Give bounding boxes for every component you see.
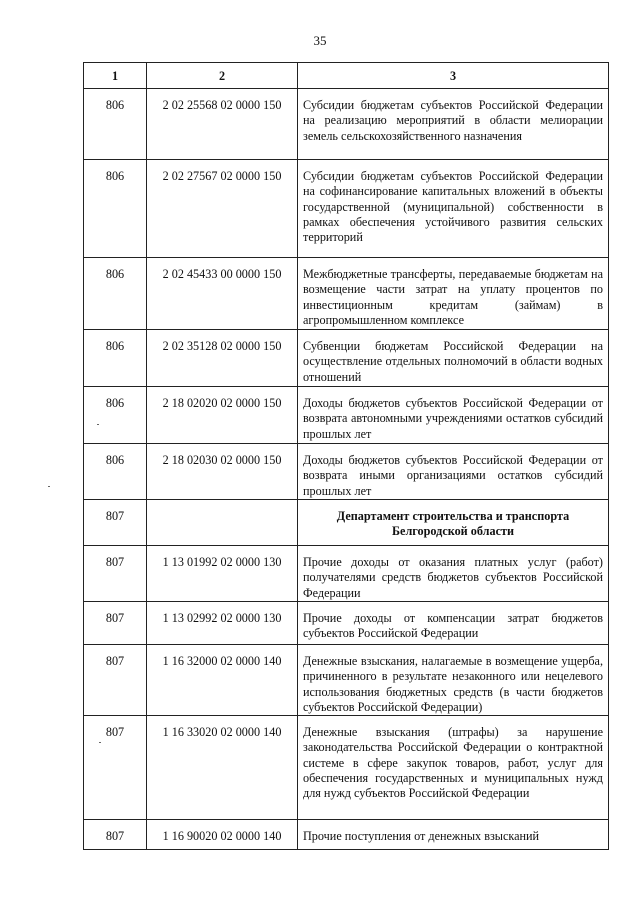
description-cell: Прочие доходы от оказания платных услуг (работ) получателями средств бюджетов субъектов Российской Федерации <box>298 546 609 602</box>
budget-code-cell: 1 16 33020 02 0000 140 <box>147 716 298 820</box>
header-col-3: 3 <box>298 63 609 89</box>
budget-code-cell: 1 13 02992 02 0000 130 <box>147 602 298 645</box>
budget-code-cell <box>147 500 298 546</box>
header-col-1: 1 <box>84 63 147 89</box>
table-row <box>84 330 609 387</box>
description-cell: Субсидии бюджетам субъектов Российской Федерации на софинансирование капитальных вложений в объекты государственной (муниципальной) собственности в рамках обеспечения устойчивого развития сельских территорий <box>298 160 609 258</box>
admin-code-cell: 807 <box>84 546 147 602</box>
description-cell: Доходы бюджетов субъектов Российской Федерации от возврата автономными учреждениями остатков субсидий прошлых лет <box>298 387 609 444</box>
budget-code-cell: 2 02 45433 00 0000 150 <box>147 258 298 330</box>
table-row <box>84 645 609 716</box>
budget-code-cell: 2 02 35128 02 0000 150 <box>147 330 298 387</box>
description-cell: Межбюджетные трансферты, передаваемые бюджетам на возмещение части затрат на уплату процентов по инвестиционным кредитам (займам) в агропромышленном комплексе <box>298 258 609 330</box>
budget-code-cell: 2 18 02030 02 0000 150 <box>147 444 298 500</box>
header-col-2: 2 <box>147 63 298 89</box>
admin-code-cell: 806 <box>84 89 147 160</box>
admin-code-cell: 807 <box>84 602 147 645</box>
description-cell: Субсидии бюджетам субъектов Российской Федерации на реализацию мероприятий в области мелиорации земель сельскохозяйственного назначения <box>298 89 609 160</box>
admin-code-cell: 806 <box>84 387 147 444</box>
table-row <box>84 258 609 330</box>
description-cell: Прочие доходы от компенсации затрат бюджетов субъектов Российской Федерации <box>298 602 609 645</box>
admin-code-cell: 807 <box>84 820 147 850</box>
table-row <box>84 160 609 258</box>
description-cell: Доходы бюджетов субъектов Российской Федерации от возврата иными организациями остатков субсидий прошлых лет <box>298 444 609 500</box>
admin-code-cell: 806 <box>84 444 147 500</box>
table-row <box>84 500 609 546</box>
department-heading-cell: Департамент строительства и транспорта Белгородской области <box>298 500 609 546</box>
budget-code-cell: 1 16 32000 02 0000 140 <box>147 645 298 716</box>
table-row <box>84 820 609 850</box>
table-row <box>84 716 609 820</box>
budget-code-cell: 1 13 01992 02 0000 130 <box>147 546 298 602</box>
admin-code-cell: 807 <box>84 500 147 546</box>
admin-code-cell: 807 <box>84 716 147 820</box>
budget-code-cell: 2 18 02020 02 0000 150 <box>147 387 298 444</box>
admin-code-cell: 806 <box>84 160 147 258</box>
description-cell: Субвенции бюджетам Российской Федерации на осуществление отдельных полномочий в области водных отношений <box>298 330 609 387</box>
description-cell: Денежные взыскания, налагаемые в возмещение ущерба, причиненного в результате незаконного или нецелевого использования бюджетных средств (в части бюджетов субъектов Российской Федерации) <box>298 645 609 716</box>
budget-code-cell: 2 02 25568 02 0000 150 <box>147 89 298 160</box>
admin-code-cell: 807 <box>84 645 147 716</box>
budget-code-cell: 2 02 27567 02 0000 150 <box>147 160 298 258</box>
admin-code-cell: 806 <box>84 258 147 330</box>
table-row <box>84 89 609 160</box>
table-row <box>84 602 609 645</box>
admin-code-cell: 806 <box>84 330 147 387</box>
description-cell: Денежные взыскания (штрафы) за нарушение законодательства Российской Федерации о контрактной системе в сфере закупок товаров, работ, услуг для обеспечения государственных и муниципальных нужд для нужд субъектов Российской Федерации <box>298 716 609 820</box>
budget-codes-table <box>83 62 609 850</box>
header-row <box>84 63 609 89</box>
description-cell: Прочие поступления от денежных взысканий <box>298 820 609 850</box>
table-row <box>84 444 609 500</box>
page-number: 35 <box>313 33 327 48</box>
table-row <box>84 546 609 602</box>
table-row <box>84 387 609 444</box>
budget-code-cell: 1 16 90020 02 0000 140 <box>147 820 298 850</box>
